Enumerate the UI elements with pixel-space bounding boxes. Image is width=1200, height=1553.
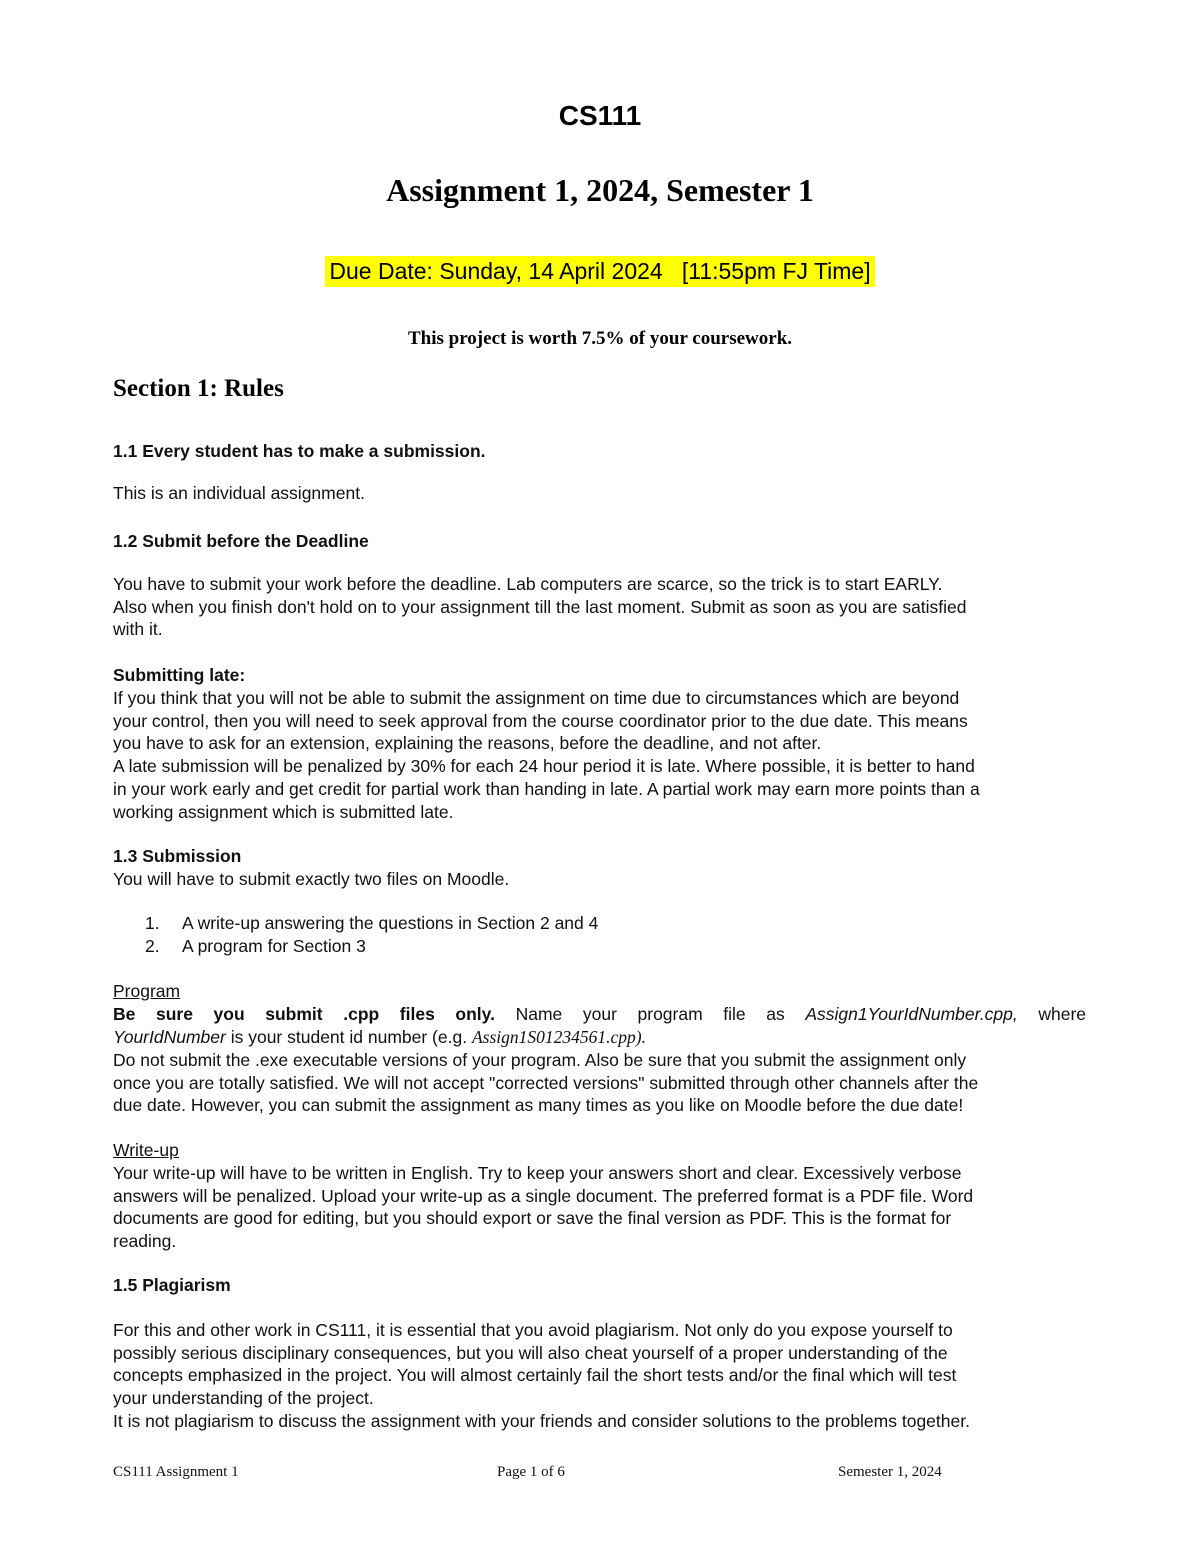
text-line: Do not submit the .exe executable versions of your program. Also be sure that you submit the assignment only bbox=[113, 1050, 967, 1070]
text-line: A late submission will be penalized by 30% for each 24 hour period it is late. Where possible, it is better to hand bbox=[113, 756, 975, 777]
subsection-heading-1-2: 1.2 Submit before the Deadline bbox=[113, 531, 369, 551]
submission-file-list bbox=[113, 912, 1013, 957]
section-heading: Section 1: Rules bbox=[113, 375, 284, 402]
text-line: reading. bbox=[113, 1231, 177, 1252]
text-line: due date. However, you can submit the assignment as many times as you like on Moodle before the due date! bbox=[113, 1095, 964, 1116]
program-paragraph bbox=[113, 1049, 1103, 1117]
text-line: your control, then you will need to seek approval from the course coordinator prior to the due date. This means bbox=[113, 710, 968, 731]
footer-page-number: Page 1 of 6 bbox=[497, 1464, 565, 1480]
paragraph-1-3: You will have to submit exactly two files on Moodle. bbox=[113, 869, 510, 889]
text-line: You have to submit your work before the deadline. Lab computers are scarce, so the trick is to start EARLY. bbox=[113, 574, 943, 594]
list-item: 2. A program for Section 3 bbox=[145, 935, 366, 956]
due-date-banner bbox=[0, 258, 1200, 285]
worth-statement: This project is worth 7.5% of your coursework. bbox=[407, 328, 793, 349]
writeup-paragraph bbox=[113, 1162, 1103, 1253]
paragraph-1-2 bbox=[113, 573, 1103, 641]
text-line: For this and other work in CS111, it is essential that you avoid plagiarism. Not only do you expose yourself to bbox=[113, 1320, 953, 1340]
late-heading: Submitting late: bbox=[113, 665, 246, 685]
writeup-label: Write-up bbox=[113, 1140, 179, 1160]
late-paragraph bbox=[113, 687, 1103, 823]
text-line: you have to ask for an extension, explaining the reasons, before the deadline, and not after. bbox=[113, 733, 822, 754]
text-line: once you are totally satisfied. We will not accept "corrected versions" submitted through other channels after the bbox=[113, 1072, 979, 1093]
text-line: possibly serious disciplinary consequences, but you will also cheat yourself of a proper understanding of the bbox=[113, 1342, 948, 1363]
assignment-title: Assignment 1, 2024, Semester 1 bbox=[386, 172, 814, 208]
program-line-1: Be sure you submit .cpp files only. Name your program file as Assign1YourIdNumber.cpp, where bbox=[113, 1004, 1087, 1024]
text-line: your understanding of the project. bbox=[113, 1388, 374, 1409]
course-title: CS111 bbox=[558, 100, 642, 131]
paragraph-1-1: This is an individual assignment. bbox=[113, 483, 365, 503]
due-date-text: Due Date: Sunday, 14 April 2024 [11:55pm FJ Time] bbox=[325, 256, 874, 287]
text-line: It is not plagiarism to discuss the assignment with your friends and consider solutions to the problems together. bbox=[113, 1410, 970, 1431]
footer-left: CS111 Assignment 1 bbox=[113, 1464, 239, 1480]
plagiarism-paragraph bbox=[113, 1319, 1103, 1433]
footer-right: Semester 1, 2024 bbox=[838, 1464, 942, 1480]
subsection-heading-1-3: 1.3 Submission bbox=[113, 846, 242, 866]
program-line-2: YourIdNumber is your student id number (e.g. Assign1S01234561.cpp). bbox=[113, 1027, 646, 1047]
text-line: documents are good for editing, but you should export or save the final version as PDF. This is the format for bbox=[113, 1208, 952, 1229]
text-line: answers will be penalized. Upload your write-up as a single document. The preferred format is a PDF file. Word bbox=[113, 1185, 974, 1206]
subsection-heading-1-5: 1.5 Plagiarism bbox=[113, 1275, 231, 1295]
list-item: 1. A write-up answering the questions in Section 2 and 4 bbox=[145, 913, 599, 933]
text-line: Your write-up will have to be written in English. Try to keep your answers short and clear. Excessively verbose bbox=[113, 1163, 962, 1183]
text-line: with it. bbox=[113, 619, 163, 640]
subsection-heading-1-1: 1.1 Every student has to make a submission. bbox=[113, 441, 486, 461]
text-line: Also when you finish don't hold on to your assignment till the last moment. Submit as soon as you are satisfied bbox=[113, 596, 967, 617]
text-line: working assignment which is submitted late. bbox=[113, 801, 454, 822]
program-label: Program bbox=[113, 981, 181, 1001]
text-line: If you think that you will not be able to submit the assignment on time due to circumstances which are beyond bbox=[113, 688, 960, 708]
text-line: concepts emphasized in the project. You will almost certainly fail the short tests and/or the final which will test bbox=[113, 1365, 957, 1386]
text-line: in your work early and get credit for partial work than handing in late. A partial work may earn more points than a bbox=[113, 778, 980, 799]
